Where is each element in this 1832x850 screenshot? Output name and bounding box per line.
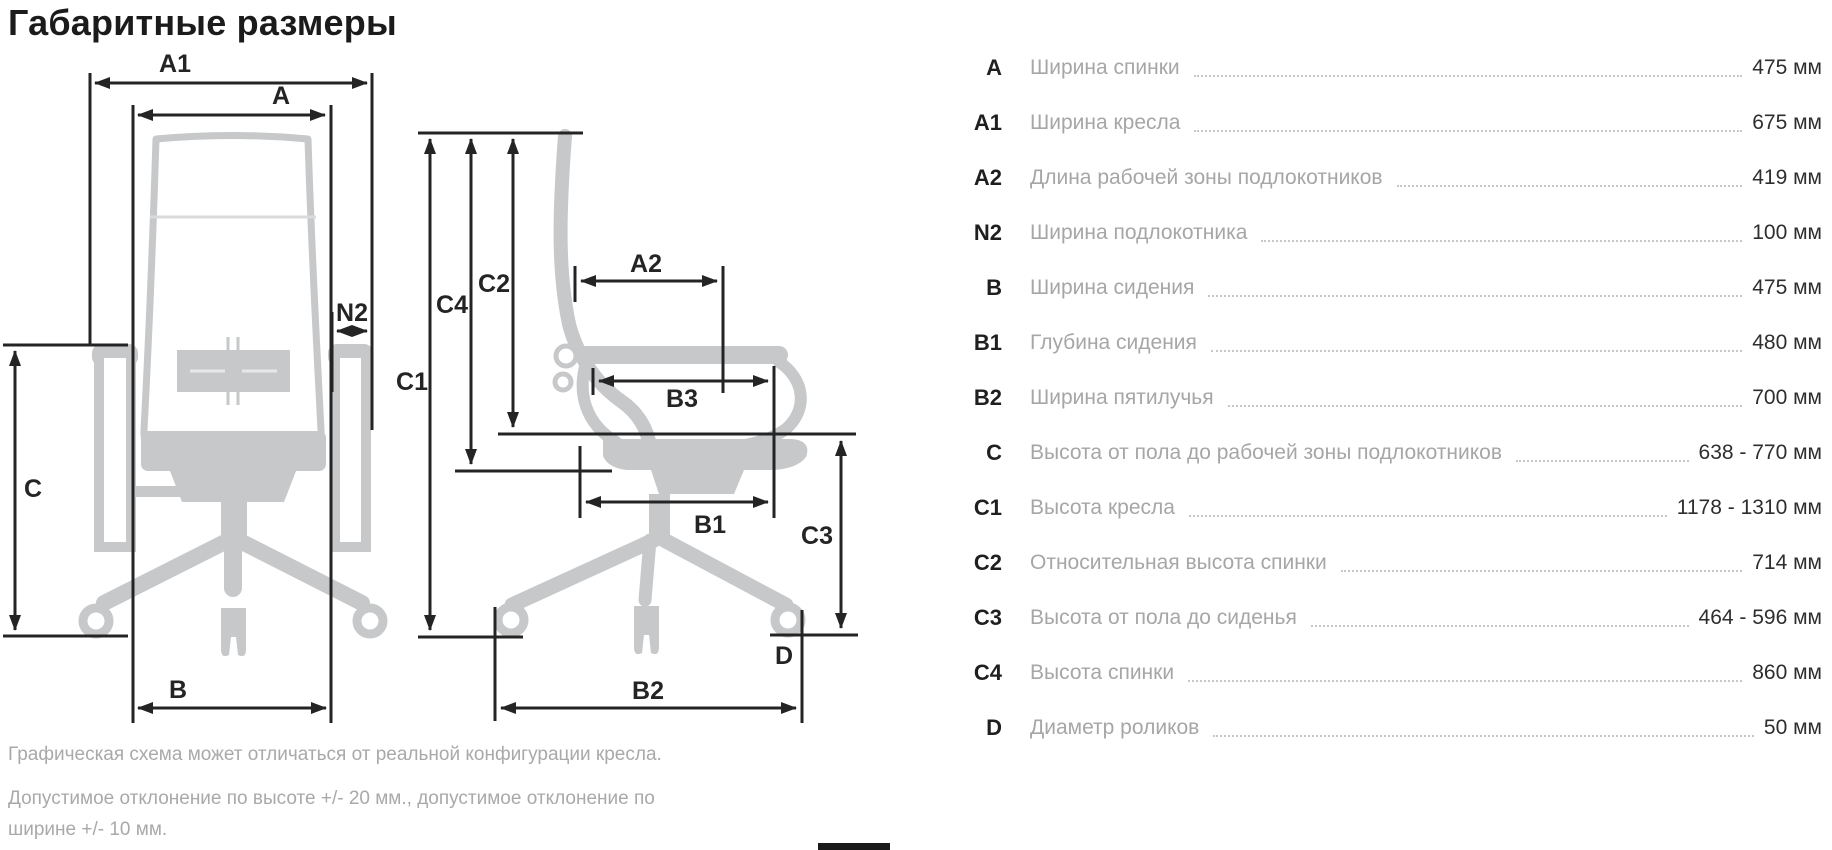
dim-code: C3 — [973, 604, 1002, 630]
dim-label: Ширина кресла — [1030, 110, 1181, 134]
table-row — [898, 260, 1822, 315]
dim-value: 638 - 770 мм — [1698, 440, 1822, 464]
dim-value: 714 мм — [1752, 550, 1822, 574]
dim-code: A2 — [973, 164, 1002, 190]
backrest-front — [144, 136, 321, 458]
dim-code: B2 — [973, 384, 1002, 410]
dim-label-d: D — [774, 642, 794, 670]
dim-label: Ширина сидения — [1030, 275, 1195, 299]
dim-label: Высота кресла — [1030, 495, 1175, 519]
chair-side-view — [498, 136, 807, 654]
dim-label-a2: A2 — [630, 250, 662, 278]
table-row — [898, 590, 1822, 645]
dim-value: 475 мм — [1752, 55, 1822, 79]
dim-label: Длина рабочей зоны подлокотников — [1030, 165, 1383, 189]
dim-label-c4: C4 — [436, 291, 468, 319]
dim-value: 464 - 596 мм — [1698, 605, 1822, 629]
dotted-leader — [1194, 130, 1742, 132]
dim-label-b3: B3 — [666, 385, 698, 413]
table-row — [898, 205, 1822, 260]
dim-value: 419 мм — [1752, 165, 1822, 189]
table-row — [898, 95, 1822, 150]
chair-front-view — [83, 136, 383, 657]
table-row — [898, 700, 1822, 755]
dotted-leader — [1188, 680, 1742, 682]
chair-dimension-drawing — [0, 40, 880, 746]
armrest-right-frame — [335, 353, 366, 547]
caster-right — [357, 608, 383, 634]
armrest-left-frame — [99, 353, 131, 547]
dotted-leader — [1189, 515, 1667, 517]
armrest-pad-side — [577, 346, 788, 364]
seat-side — [603, 439, 807, 470]
dim-label: Глубина сидения — [1030, 330, 1197, 354]
dim-code: N2 — [973, 219, 1002, 245]
dim-label-b: B — [168, 676, 188, 704]
dim-code: A — [986, 54, 1002, 80]
caster-front-side — [775, 607, 801, 633]
dim-label-a: A — [271, 82, 291, 110]
footnote-scheme: Графическая схема может отличаться от реальной конфигурации кресла. — [8, 744, 662, 765]
lumbar-knob-small — [555, 374, 571, 390]
dotted-leader — [1341, 570, 1743, 572]
seat-front — [141, 431, 326, 471]
dim-code: B1 — [973, 329, 1002, 355]
dim-code: A1 — [973, 109, 1002, 135]
dim-label-c: C — [23, 475, 43, 503]
dotted-leader — [1208, 295, 1742, 297]
dim-code: D — [986, 714, 1002, 740]
table-row — [898, 40, 1822, 95]
caster-back-side — [498, 607, 524, 633]
table-row — [898, 480, 1822, 535]
footnote-tolerance: Допустимое отклонение по высоте +/- 20 мм., допустимое отклонение по ширине +/- 10 мм. — [8, 787, 655, 840]
dim-label: Высота от пола до рабочей зоны подлокотников — [1030, 440, 1502, 464]
base-leg-front-side — [664, 540, 786, 605]
dim-label-c1: C1 — [396, 368, 428, 396]
table-row — [898, 315, 1822, 370]
dotted-leader — [1213, 735, 1754, 737]
dim-label-c2: C2 — [478, 270, 510, 298]
dim-label: Высота спинки — [1030, 660, 1175, 684]
lumbar-knob — [556, 346, 576, 366]
table-row — [898, 370, 1822, 425]
dim-label: Ширина пятилучья — [1030, 385, 1214, 409]
dotted-leader — [1228, 405, 1743, 407]
dim-value: 480 мм — [1752, 330, 1822, 354]
base-leg-center-side — [645, 540, 650, 600]
dim-value: 475 мм — [1752, 275, 1822, 299]
dotted-leader — [1194, 75, 1743, 77]
dim-value: 675 мм — [1752, 110, 1822, 134]
caster-fork-side — [634, 606, 659, 654]
table-row — [898, 535, 1822, 590]
dim-code: C2 — [973, 549, 1002, 575]
adjust-lever-front — [132, 486, 210, 497]
dim-label-n2: N2 — [336, 299, 368, 327]
dim-code: C1 — [973, 494, 1002, 520]
dotted-leader — [1397, 185, 1743, 187]
dim-label-b1: B1 — [694, 511, 726, 539]
dim-value: 100 мм — [1752, 220, 1822, 244]
page-title: Габаритные размеры — [8, 2, 397, 43]
dim-label: Ширина подлокотника — [1030, 220, 1248, 244]
dimensions-table — [898, 40, 1822, 755]
dim-code: C4 — [973, 659, 1002, 685]
dim-label: Высота от пола до сиденья — [1030, 605, 1297, 629]
base-leg-back-side — [512, 540, 654, 605]
table-row — [898, 425, 1822, 480]
dim-label: Диаметр роликов — [1030, 715, 1200, 739]
dim-code: B — [986, 274, 1002, 300]
table-row — [898, 645, 1822, 700]
bottom-edge-bar — [818, 843, 890, 850]
dim-value: 1178 - 1310 мм — [1676, 495, 1822, 519]
seat-mechanism-side — [651, 470, 744, 494]
dim-label-b2: B2 — [632, 677, 664, 705]
dotted-leader — [1261, 240, 1742, 242]
armrest-rear-support — [681, 362, 801, 449]
dim-value: 700 мм — [1752, 385, 1822, 409]
caster-left — [83, 608, 109, 634]
dotted-leader — [1211, 350, 1742, 352]
dim-value: 860 мм — [1752, 660, 1822, 684]
dim-label: Ширина спинки — [1030, 55, 1180, 79]
table-row — [898, 150, 1822, 205]
caster-fork-front — [221, 608, 246, 656]
dotted-leader — [1516, 460, 1689, 462]
dotted-leader — [1311, 625, 1689, 627]
footnotes — [8, 740, 700, 850]
dim-value: 50 мм — [1763, 715, 1822, 739]
dim-code: C — [986, 439, 1002, 465]
dim-label-c3: C3 — [801, 522, 833, 550]
dim-label: Относительная высота спинки — [1030, 550, 1327, 574]
dim-label-a1: A1 — [159, 50, 191, 78]
